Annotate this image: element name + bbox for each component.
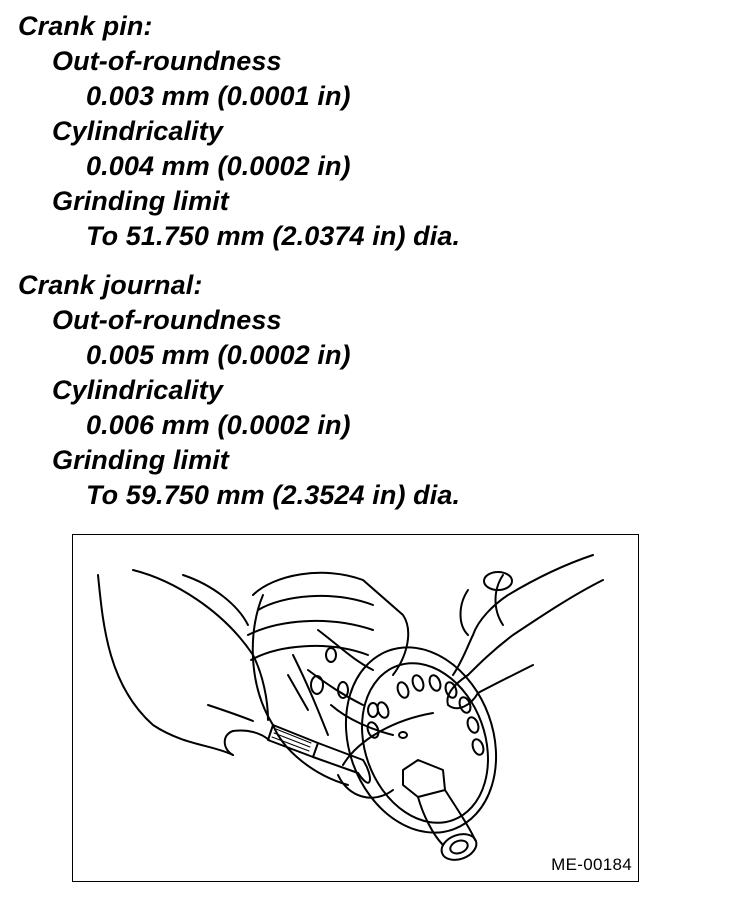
figure-code: ME-00184 xyxy=(551,855,632,874)
crankshaft-micrometer-illustration xyxy=(73,535,639,882)
right-hand-drawing xyxy=(447,555,603,708)
crank-journal-out-of-roundness-label: Out-of-roundness xyxy=(52,305,282,335)
crankshaft-drawing xyxy=(248,573,408,785)
flange-drawing xyxy=(321,626,521,854)
crank-journal-grinding-limit-label: Grinding limit xyxy=(52,445,229,475)
crank-pin-grinding-limit-value: To 51.750 mm (2.0374 in) dia. xyxy=(86,221,461,251)
crank-pin-out-of-roundness-label: Out-of-roundness xyxy=(52,46,282,76)
crank-journal-grinding-limit-value: To 59.750 mm (2.3524 in) dia. xyxy=(86,480,461,510)
crank-journal-cylindricality-value: 0.006 mm (0.0002 in) xyxy=(86,410,351,440)
crank-pin-heading: Crank pin: xyxy=(18,11,153,41)
crank-pin-cylindricality-value: 0.004 mm (0.0002 in) xyxy=(86,151,351,181)
crankshaft-measurement-figure xyxy=(72,534,639,882)
crank-pin-grinding-limit-label: Grinding limit xyxy=(52,186,229,216)
crank-pin-out-of-roundness-value: 0.003 mm (0.0001 in) xyxy=(86,81,351,111)
crank-journal-out-of-roundness-value: 0.005 mm (0.0002 in) xyxy=(86,340,351,370)
crank-pin-cylindricality-label: Cylindricality xyxy=(52,116,223,146)
crank-journal-heading: Crank journal: xyxy=(18,270,203,300)
micrometer-drawing xyxy=(268,713,433,798)
left-hand-drawing xyxy=(98,570,269,755)
shaft-end-drawing xyxy=(403,760,480,864)
crank-journal-cylindricality-label: Cylindricality xyxy=(52,375,223,405)
